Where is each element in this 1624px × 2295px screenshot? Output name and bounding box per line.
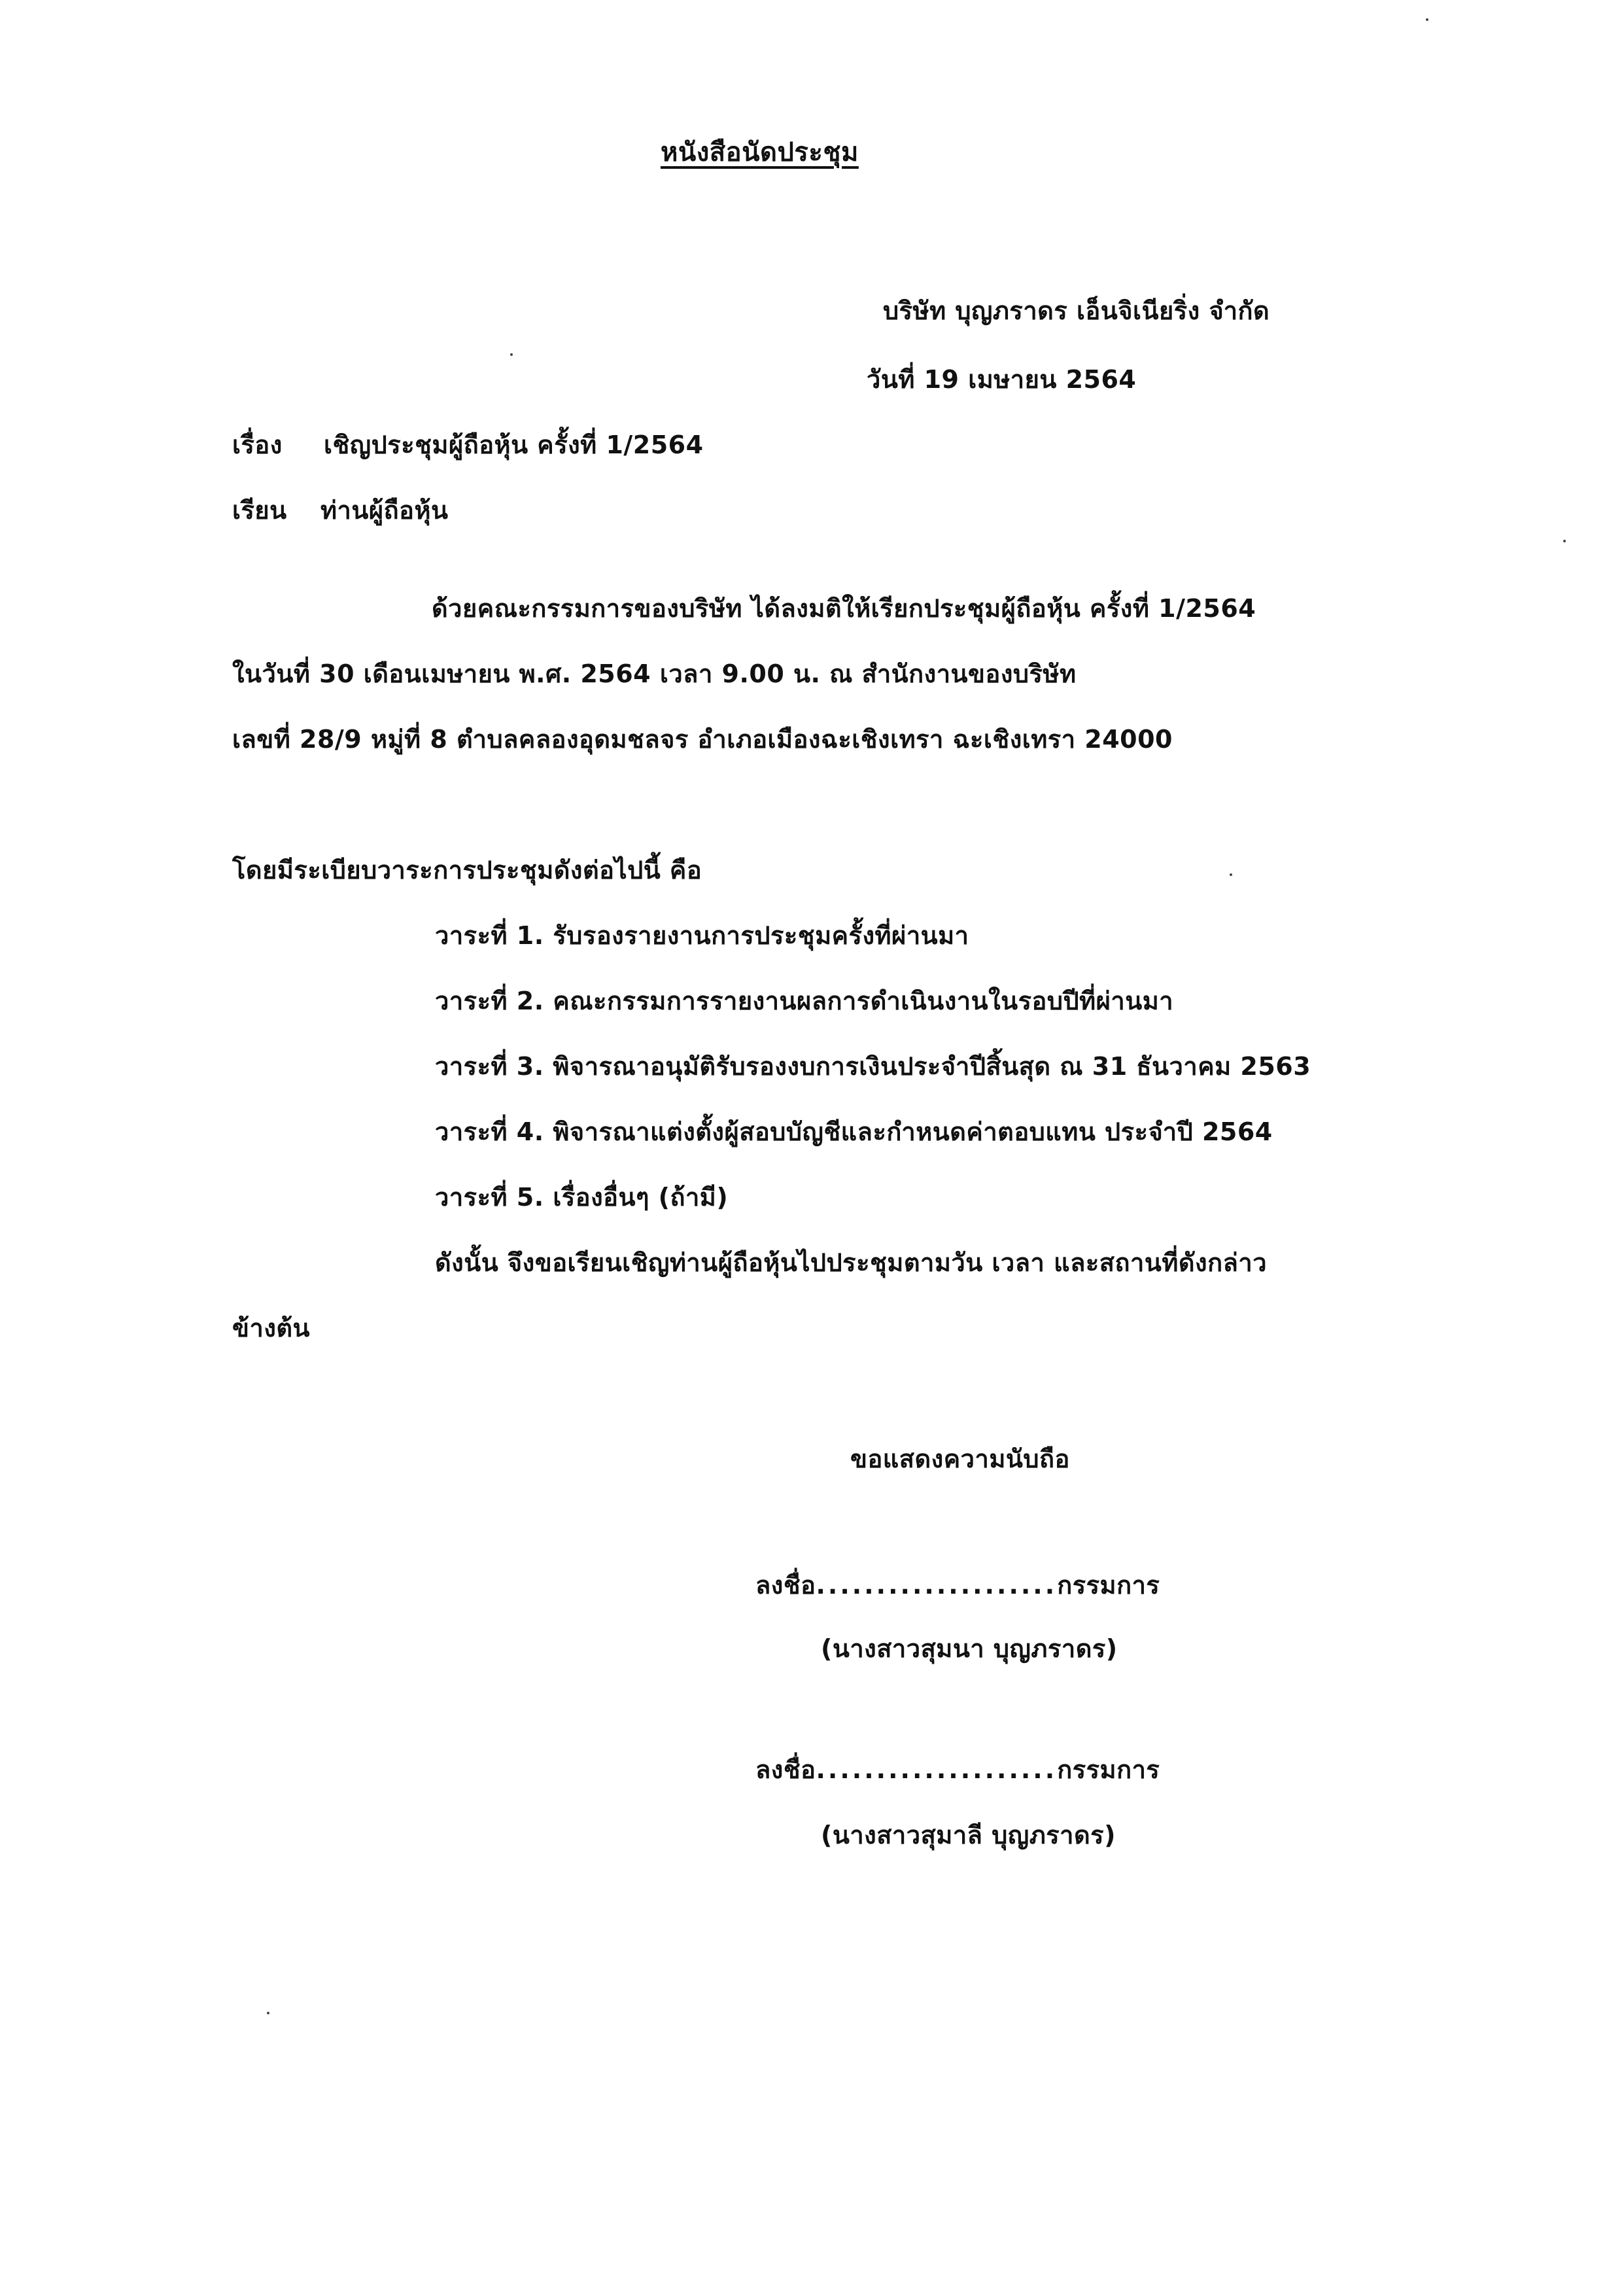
signer-name-1: (นางสาวสุมนา บุญภราดร): [821, 1634, 1118, 1663]
signature-line-1: [755, 1569, 1160, 1602]
agenda-item: วาระที่ 4. พิจารณาแต่งตั้งผู้สอบบัญชีและกำหนดค่าตอบแทน ประจำปี 2564: [435, 1117, 1273, 1146]
sign-label: ลงชื่อ: [755, 1571, 816, 1600]
scan-speck: [1230, 873, 1232, 876]
subject-label: เรื่อง: [232, 430, 283, 459]
scan-speck: [510, 353, 513, 356]
to-text: ท่านผู้ถือหุ้น: [320, 496, 449, 525]
body-line-2: ในวันที่ 30 เดือนเมษายน พ.ศ. 2564 เวลา 9.00 น. ณ สำนักงานของบริษัท: [232, 659, 1077, 688]
agenda-item: วาระที่ 3. พิจารณาอนุมัติรับรองงบการเงินประจำปีสิ้นสุด ณ 31 ธันวาคม 2563: [435, 1052, 1311, 1081]
sign-label: ลงชื่อ: [755, 1755, 816, 1784]
signer-role: กรรมการ: [1057, 1571, 1160, 1600]
scan-speck: [267, 2012, 269, 2014]
signature-dots: ....................: [816, 1755, 1058, 1784]
agenda-item: วาระที่ 1. รับรองรายงานการประชุมครั้งที่ผ่านมา: [435, 921, 969, 950]
document-title: หนังสือนัดประชุม: [661, 137, 859, 167]
body-line-3: เลขที่ 28/9 หมู่ที่ 8 ตำบลคลองอุดมชลจร อำเภอเมืองฉะเชิงเทรา ฉะเชิงเทรา 24000: [232, 725, 1173, 754]
body-line-1: ด้วยคณะกรรมการของบริษัท ได้ลงมติให้เรียกประชุมผู้ถือหุ้น ครั้งที่ 1/2564: [432, 594, 1256, 623]
closing-line-2: ข้างต้น: [232, 1314, 311, 1342]
agenda-item: วาระที่ 2. คณะกรรมการรายงานผลการดำเนินงานในรอบปีที่ผ่านมา: [435, 987, 1174, 1015]
company-name: บริษัท บุญภราดร เอ็นจิเนียริ่ง จำกัด: [883, 296, 1270, 325]
agenda-intro: โดยมีระเบียบวาระการประชุมดังต่อไปนี้ คือ: [232, 856, 702, 885]
agenda-item: วาระที่ 5. เรื่องอื่นๆ (ถ้ามี): [435, 1183, 729, 1212]
to-label: เรียน: [232, 496, 287, 525]
signature-line-2: [755, 1753, 1160, 1786]
scan-speck: [1426, 18, 1428, 21]
signature-dots: ....................: [816, 1571, 1058, 1600]
document-date: วันที่ 19 เมษายน 2564: [867, 365, 1137, 394]
signer-name-2: (นางสาวสุมาลี บุญภราดร): [821, 1821, 1116, 1849]
regards: ขอแสดงความนับถือ: [850, 1445, 1070, 1473]
closing-line-1: ดังนั้น จึงขอเรียนเชิญท่านผู้ถือหุ้นไปประชุมตามวัน เวลา และสถานที่ดังกล่าว: [435, 1248, 1268, 1277]
scan-speck: [1563, 540, 1566, 542]
signer-role: กรรมการ: [1057, 1755, 1160, 1784]
subject-text: เชิญประชุมผู้ถือหุ้น ครั้งที่ 1/2564: [324, 430, 704, 459]
